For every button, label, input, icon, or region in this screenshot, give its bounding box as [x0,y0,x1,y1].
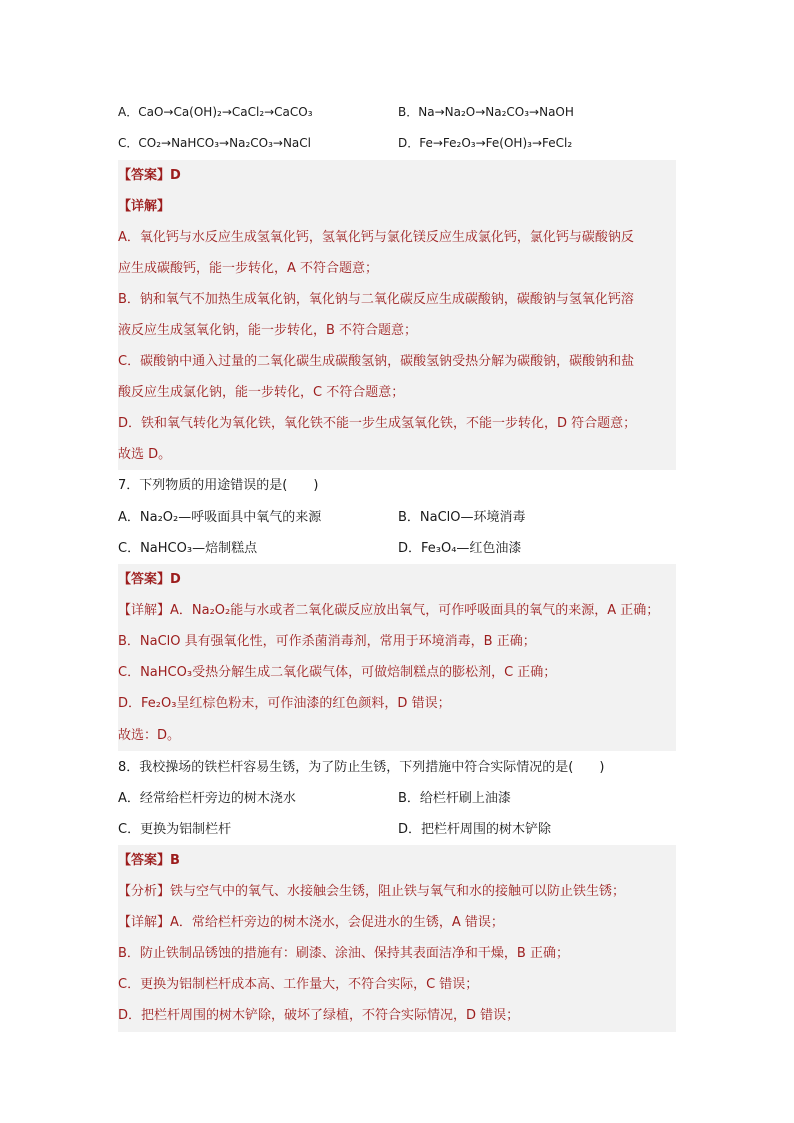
q7-expl-line: 【详解】A．Na₂O₂能与水或者二氧化碳反应放出氧气，可作呼吸面具的氧气的来源，A 正确； [118,603,660,618]
q6-option-b: B．Na→Na₂O→Na₂CO₃→NaOH [398,105,574,119]
q6-expl-line: C．碳酸钠中通入过量的二氧化碳生成碳酸氢钠，碳酸氢钠受热分解为碳酸钠，碳酸钠和盐 [118,354,635,369]
q8-options-row-2 [118,814,678,845]
q6-expl-line: 故选 D。 [118,447,172,462]
q8-expl-line: 【分析】铁与空气中的氧气、水接触会生锈，阻止铁与氧气和水的接触可以防止铁生锈； [118,884,626,899]
q6-option-a: A．CaO→Ca(OH)₂→CaCl₂→CaCO₃ [118,105,313,119]
q7-options-row-2 [118,533,678,564]
q6-options-row-2 [118,128,678,159]
q7-option-d: D．Fe₃O₄—红色油漆 [398,541,522,556]
q8-options-row-1 [118,783,678,814]
q8-expl-line: C．更换为铝制栏杆成本高、工作量大，不符合实际，C 错误； [118,977,479,992]
q8-expl-line: B．防止铁制品锈蚀的措施有：刷漆、涂油、保持其表面洁净和干燥，B 正确； [118,946,569,961]
q8-option-d: D．把栏杆周围的树木铲除 [398,822,552,837]
q6-detail-tag: 【详解】 [118,199,171,214]
q7-option-a: A．Na₂O₂—呼吸面具中氧气的来源 [118,510,322,525]
q6-expl-line: 液反应生成氢氧化钠，能一步转化，B 不符合题意； [118,323,418,338]
q7-option-b: B．NaClO—环境消毒 [398,510,526,525]
q6-expl-line: B．钠和氧气不加热生成氧化钠，氧化钠与二氧化碳反应生成碳酸钠，碳酸钠与氢氧化钙溶 [118,292,634,307]
q7-expl-line: B．NaClO 具有强氧化性，可作杀菌消毒剂，常用于环境消毒，B 正确； [118,634,536,649]
q7-answer: 【答案】D [118,572,181,587]
q6-expl-line: A．氧化钙与水反应生成氢氧化钙，氢氧化钙与氯化镁反应生成氯化钙，氯化钙与碳酸钠反 [118,230,634,245]
q7-expl-line: D．Fe₂O₃呈红棕色粉末，可作油漆的红色颜料，D 错误； [118,696,451,711]
q8-option-a: A．经常给栏杆旁边的树木浇水 [118,791,296,806]
q6-options-row-1 [118,97,678,128]
q7-options-row-1 [118,502,678,533]
q8-answer: 【答案】B [118,853,180,868]
q6-expl-line: 应生成碳酸钙，能一步转化，A 不符合题意； [118,261,379,276]
q8-option-c: C．更换为铝制栏杆 [118,822,232,837]
q7-option-c: C．NaHCO₃—焙制糕点 [118,541,258,556]
q6-expl-line: D．铁和氧气转化为氧化铁，氧化铁不能一步生成氢氧化铁，不能一步转化，D 符合题意； [118,416,637,431]
q7-expl-line: 故选：D。 [118,728,181,743]
q6-expl-line: 酸反应生成氯化钠，能一步转化，C 不符合题意； [118,385,405,400]
q8-stem: 8．我校操场的铁栏杆容易生锈，为了防止生锈，下列措施中符合实际情况的是( ) [118,760,605,775]
q7-stem: 7．下列物质的用途错误的是( ) [118,478,319,493]
q6-option-d: D．Fe→Fe₂O₃→Fe(OH)₃→FeCl₂ [398,136,573,150]
q8-expl-line: 【详解】A．常给栏杆旁边的树木浇水，会促进水的生锈，A 错误； [118,915,504,930]
q6-answer: 【答案】D [118,168,181,183]
q7-expl-line: C．NaHCO₃受热分解生成二氧化碳气体，可做焙制糕点的膨松剂，C 正确； [118,665,557,680]
q6-option-c: C．CO₂→NaHCO₃→Na₂CO₃→NaCl [118,136,311,150]
q8-expl-line: D．把栏杆周围的树木铲除，破坏了绿植，不符合实际情况，D 错误； [118,1008,520,1023]
q8-option-b: B．给栏杆刷上油漆 [398,791,511,806]
